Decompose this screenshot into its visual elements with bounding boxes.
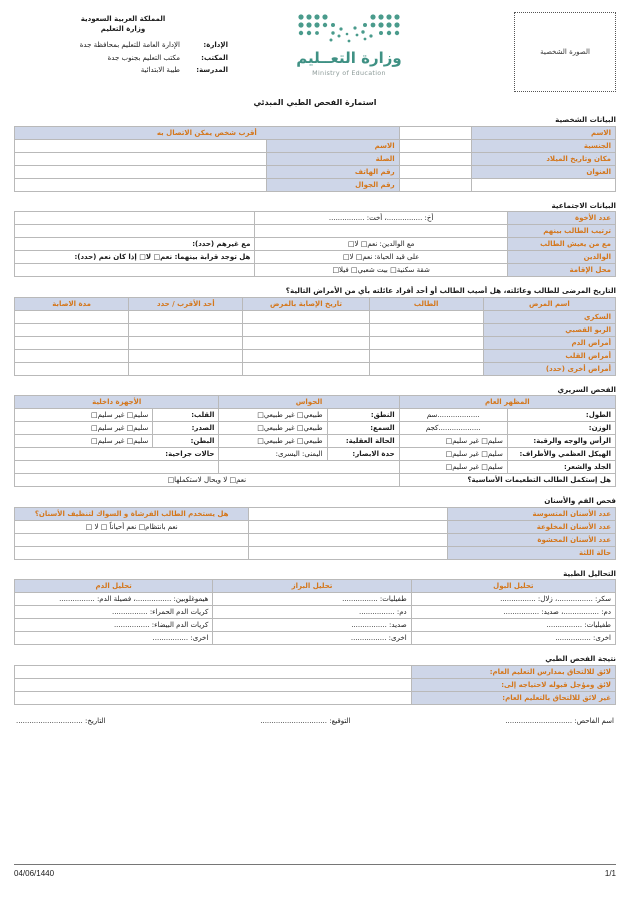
kingdom-line-1: المملكة العربية السعودية [80,15,166,23]
contact-label-relation: الصلة [267,152,399,165]
medhist-cell[interactable] [15,336,129,349]
table-row [15,310,616,323]
dental-brush-options[interactable]: نعم بانتظام□ نعم أحياناً □ لا □ [15,520,249,533]
personal-label-nationality: الجنسية [471,139,615,152]
medhist-cell[interactable] [369,362,483,375]
medhist-col-disease: اسم المرض [483,297,615,310]
social-extra-student-order[interactable] [15,225,255,238]
table-header-row [15,297,616,310]
administration-label: الإدارة: [203,41,228,50]
contact-label-name: الاسم [267,139,399,152]
social-label-student-order: ترتيب الطالب بينهم [507,225,615,238]
section-title-labs: التحاليل الطبية [563,568,616,578]
school-value: طيبة الابتدائية [140,66,180,75]
clinical-option-hearing[interactable]: طبيعي□ غير طبيعي□ [219,422,327,435]
dental-label-gums: حالة اللثة [447,546,615,559]
table-row [15,533,616,546]
clinical-label-head-face-neck: الرأس والوجه والرقبة: [507,435,615,448]
lab-stool-blood[interactable]: دم: ................ [213,606,411,619]
date-field[interactable]: التاريخ: .............................. [16,716,106,725]
table-row [15,409,616,422]
dental-value-gums[interactable] [249,546,447,559]
dental-label-filled: عدد الأسنان المحشوة [447,533,615,546]
table-row [15,336,616,349]
table-row [15,448,616,461]
personal-photo-label: الصورة الشخصية [540,48,590,56]
signature-field[interactable]: التوقيع: .............................. [260,716,351,725]
personal-label-name: الاسم [471,126,615,139]
contact-value-name[interactable] [15,139,267,152]
clinical-label-surgeries: حالات جراحية: [15,448,219,461]
medhist-col-student: الطالب [369,297,483,310]
table-header-row [15,396,616,409]
ministry-logo-subtitle: Ministry of Education [312,69,386,77]
table-row [15,251,616,264]
dental-brush-spacer-2[interactable] [15,546,249,559]
dental-value-decayed[interactable] [249,507,447,520]
social-label-parents: الوالدين [507,251,615,264]
lab-col-stool: تحليل البراز [213,580,411,593]
result-label-fit: لائق للالتحاق بمدارس التعليم العام: [411,665,615,678]
kingdom-name [14,14,232,34]
clinical-label-mental-state: الحالة العقلية: [327,435,399,448]
contact-section-header: أقرب شخص يمكن الاتصال به [15,126,400,139]
table-row [15,178,616,191]
lab-urine-other[interactable]: اخرى: ................ [411,632,615,645]
office-label: المكتب: [201,53,228,62]
personal-value-address[interactable] [399,165,471,178]
clinical-option-skin-hair[interactable]: سليم□ غير سليم□ [399,461,507,474]
social-option-lives-with-parents[interactable]: مع الوالدين: نعم□ لا□ [255,238,507,251]
page-footer [14,864,616,878]
clinical-vaccine-question: هل إستكمل الطالب التطعيمات الأساسية؟ [399,474,615,487]
dental-brush-spacer-1[interactable] [15,533,249,546]
signature-line [16,717,614,725]
table-row [15,212,616,225]
medhist-col-onset-date: تاريخ الإصابة بالمرض [243,297,369,310]
clinical-label-abdomen: البطن: [153,435,219,448]
medhist-cell[interactable] [129,349,243,362]
social-extra-residence[interactable] [15,264,255,277]
lab-stool-pus[interactable]: صديد: ................ [213,619,411,632]
table-row [15,152,616,165]
footer-page-number: 1/1 [604,869,616,878]
table-row [15,507,616,520]
section-title-medical-history: التاريخ المرضى للطالب وعائلته، هل أصيب الطالب أو أحد أفراد عائلته بأي من الأمراض التالية؟ [285,286,616,295]
clinical-value-weight[interactable]: ...................كجم [399,422,507,435]
page-header [14,8,616,96]
clinical-option-heart[interactable]: سليم□ غير سليم□ [15,409,153,422]
clinical-senses-spacer[interactable] [219,461,399,474]
table-row [15,520,616,533]
lab-blood-hemoglobin-type[interactable]: هيموغلوبين: ................، فصيلة الدم: ................ [15,593,213,606]
table-row [15,546,616,559]
medhist-cell[interactable] [15,323,129,336]
clinical-label-skin-hair: الجلد والشعر: [507,461,615,474]
result-value-unfit[interactable] [15,691,412,704]
footer-date: 04/06/1440 [14,869,55,878]
header-row-school [14,66,228,74]
personal-photo-box [514,12,616,92]
clinical-label-height: الطول: [507,409,615,422]
medhist-col-relative: أحد الأقرب / حدد [129,297,243,310]
lab-col-urine: تحليل البول [411,580,615,593]
photo-area [466,8,616,92]
ministry-line: وزارة التعليم [100,25,146,34]
social-data-table [14,211,616,277]
ministry-logo-wordmark: وزارة التعــليم [296,49,402,67]
social-label-residence: محل الإقامة [507,264,615,277]
clinical-label-speech: النطق: [327,409,399,422]
table-row [15,619,616,632]
dental-label-extracted: عدد الأسنان المخلوعة [447,520,615,533]
medhist-row-blood-diseases: أمراض الدم [483,336,615,349]
clinical-label-hearing: السمع: [327,422,399,435]
table-row [15,139,616,152]
table-row [15,632,616,645]
medhist-cell[interactable] [369,310,483,323]
header-row-office [14,54,228,62]
lab-urine-sugar-albumin[interactable]: سكر: ................، زلال: ................ [411,593,615,606]
table-row [15,323,616,336]
medhist-cell[interactable] [15,310,129,323]
social-label-lives-with: مع من يعيش الطالب [507,238,615,251]
clinical-option-abdomen[interactable]: سليم□ غير سليم□ [15,435,153,448]
medhist-cell[interactable] [369,349,483,362]
result-value-fit[interactable] [15,665,412,678]
clinical-label-skeleton-limbs: الهيكل العظمي والأطراف: [507,448,615,461]
social-option-lives-with-others[interactable]: مع غيرهم (حدد): [15,238,255,251]
contact-value-phone[interactable] [15,165,267,178]
lab-stool-other[interactable]: اخرى: ................ [213,632,411,645]
clinical-option-mental-state[interactable]: طبيعي□ غير طبيعي□ [219,435,327,448]
contact-label-phone: رقم الهاتف [267,165,399,178]
lab-stool-parasites[interactable]: طفيليات: ................ [213,593,411,606]
exam-result-table [14,665,616,705]
clinical-option-speech[interactable]: طبيعي□ غير طبيعي□ [219,409,327,422]
clinical-col-senses: الحواس [219,396,399,409]
contact-value-relation[interactable] [15,152,267,165]
clinical-col-internal: الأجهزة داخلية [15,396,219,409]
lab-blood-rbc[interactable]: كريات الدم الحمراء: ................ [15,606,213,619]
header-row-administration [14,41,228,49]
result-value-deferred[interactable] [15,678,412,691]
clinical-label-weight: الوزن: [507,422,615,435]
personal-value-name[interactable] [399,126,471,139]
personal-data-table [14,126,616,192]
header-official-block [14,8,232,79]
table-row [15,349,616,362]
clinical-value-height[interactable]: ...................سم [399,409,507,422]
table-row [15,126,616,139]
page-title: استمارة الفحص الطبي المبدئي [253,98,377,107]
clinical-exam-table [14,395,616,487]
table-row [15,474,616,487]
social-value-siblings-count[interactable]: أخ: ................، أخت: ................ [255,212,507,225]
medhist-row-diabetes: السكري [483,310,615,323]
social-option-parents-alive[interactable]: على قيد الحياة: نعم□ لا□ [255,251,507,264]
result-label-deferred: لائق ومؤجل قبوله لاحتياجه إلى: [411,678,615,691]
dental-value-extracted[interactable] [249,520,447,533]
medhist-cell[interactable] [129,336,243,349]
medhist-row-asthma: الربو القصبي [483,323,615,336]
medhist-col-duration: مدة الاصابة [15,297,129,310]
medhist-cell[interactable] [243,349,369,362]
table-row [15,461,616,474]
section-title-social: البيانات الاجتماعية [551,200,616,210]
social-option-parents-relation[interactable]: هل توجد قرابة بينهما: نعم□ لا□ إذا كان نعم (حدد): [15,251,255,264]
lab-tests-table [14,579,616,645]
result-label-unfit: غير لائق للالتحاق بالتعليم العام: [411,691,615,704]
ministry-logo [232,8,466,77]
clinical-internal-spacer[interactable] [15,461,219,474]
office-value: مكتب التعليم بجنوب جدة [107,53,180,62]
medhist-cell[interactable] [243,310,369,323]
table-row [15,435,616,448]
dental-value-filled[interactable] [249,533,447,546]
lab-col-blood: تحليل الدم [15,580,213,593]
personal-label-address: العنوان [471,165,615,178]
clinical-option-skeleton-limbs[interactable]: سليم□ غير سليم□ [399,448,507,461]
lab-urine-parasites[interactable]: طفيليات: ................ [411,619,615,632]
dental-label-decayed: عدد الأسنان المتسوسة [447,507,615,520]
clinical-label-heart: القلب: [153,409,219,422]
table-row [15,225,616,238]
clinical-label-chest: الصدر: [153,422,219,435]
table-row [15,362,616,375]
table-row [15,422,616,435]
clinical-option-head-face-neck[interactable]: سليم□ غير سليم□ [399,435,507,448]
clinical-option-vision[interactable]: اليمنى: اليسرى: [219,448,327,461]
administration-value: الإدارة العامة للتعليم بمحافظة جدة [79,41,180,50]
medhist-row-other-diseases: أمراض أخرى (حدد) [483,362,615,375]
table-row [15,691,616,704]
section-title-result: نتيجة الفحص الطبي [545,654,616,663]
section-title-clinical: الفحص السريري [557,384,616,394]
medhist-cell[interactable] [129,323,243,336]
ministry-logo-dots-icon [291,12,407,48]
table-row [15,593,616,606]
clinical-vaccine-options[interactable]: نعم□ لا ويحال لاستكملها□ [15,474,400,487]
medhist-cell[interactable] [369,336,483,349]
lab-urine-blood-pus[interactable]: دم: ................، صديد: ................ [411,606,615,619]
medhist-cell[interactable] [243,336,369,349]
personal-spacer-cell [471,178,615,191]
personal-label-birth: مكان وتاريخ الميلاد [471,152,615,165]
table-row [15,678,616,691]
medhist-cell[interactable] [129,362,243,375]
table-row [15,606,616,619]
table-row [15,165,616,178]
personal-spacer-cell-2 [399,178,471,191]
clinical-option-chest[interactable]: سليم□ غير سليم□ [15,422,153,435]
table-row [15,238,616,251]
section-title-dental: فحص الفم والأسنان [544,496,616,505]
table-header-row [15,580,616,593]
contact-label-mobile: رقم الجوال [267,178,399,191]
clinical-col-general: المظهر العام [399,396,615,409]
medhist-row-heart-diseases: أمراض القلب [483,349,615,362]
social-label-siblings-count: عدد الأخوة [507,212,615,225]
examiner-name-field[interactable]: اسم الفاحص: .............................. [505,716,614,725]
clinical-label-vision: حدة الابصار: [327,448,399,461]
personal-value-nationality[interactable] [399,139,471,152]
medhist-cell[interactable] [15,349,129,362]
lab-blood-other[interactable]: اخرى: ................ [15,632,213,645]
header-detail-rows [14,41,232,74]
lab-blood-wbc[interactable]: كريات الدم البيضاء: ................ [15,619,213,632]
social-extra-siblings[interactable] [15,212,255,225]
contact-value-mobile[interactable] [15,178,267,191]
table-row [15,264,616,277]
medhist-cell[interactable] [243,323,369,336]
medhist-cell[interactable] [15,362,129,375]
school-label: المدرسة: [196,66,228,75]
dental-exam-table [14,507,616,560]
social-value-student-order[interactable] [255,225,507,238]
section-title-personal: البيانات الشخصية [555,115,616,124]
medhist-cell[interactable] [243,362,369,375]
dental-brush-question: هل يستخدم الطالب الفرشاة و السواك لتنظيف الأسنان؟ [15,507,249,520]
social-option-residence-type[interactable]: شقة سكنية□ بيت شعبي□ فيلا□ [255,264,507,277]
medhist-cell[interactable] [129,310,243,323]
personal-value-birth[interactable] [399,152,471,165]
table-row [15,665,616,678]
medical-history-table [14,297,616,376]
medhist-cell[interactable] [369,323,483,336]
